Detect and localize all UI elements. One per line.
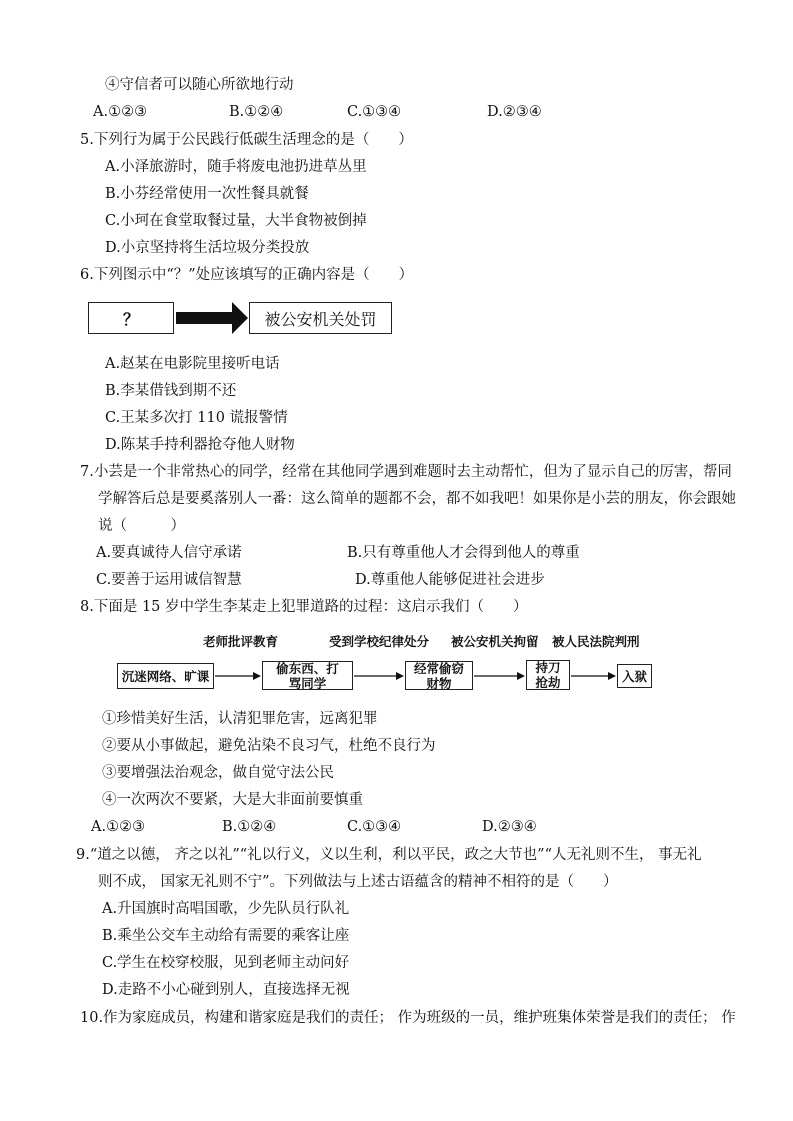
q9-option-c: C.学生在校穿校服，见到老师主动问好 [102,955,350,971]
flow-box-internet [117,663,214,689]
arrowhead-icon [608,672,616,680]
q9-option-d: D.走路不小心碰到别人，直接选择无视 [102,982,350,998]
flow-box-robbery [526,660,570,690]
flow-label-school: 受到学校纪律处分 [329,634,430,649]
flow-box-stealing-line-2: 骂同学 [288,675,327,691]
q4-option-b: B.①②④ [229,104,284,120]
q9-stem-line-2: 则不成， 国家无礼则不宁”。下列做法与上述古语蕴含的精神不相符的是（ ） [98,874,618,890]
q7-stem-line-3: 说（ ） [98,518,185,534]
q6-option-d: D.陈某手持利器抢夺他人财物 [105,437,295,453]
flow-label-teacher: 老师批评教育 [203,634,279,649]
flow-box-theft-line-2: 财物 [426,675,452,691]
q7-option-b: B.只有尊重他人才会得到他人的尊重 [347,545,580,561]
q8-option-c: C.①③④ [347,819,402,835]
q8-stem: 8.下面是 15 岁中学生李某走上犯罪道路的过程：这启示我们（ ） [80,599,528,615]
flow-box-internet-text: 沉迷网络、旷课 [121,668,210,684]
flow-box-theft-line-1: 经常偷窃 [413,660,464,676]
arrowhead-icon [253,672,261,680]
arrow-icon [176,302,248,334]
q8-option-a: A.①②③ [91,819,146,835]
flow-box-theft [405,661,473,690]
flow-box-robbery-line-1: 持刀 [535,660,561,675]
q4-option-c: C.①③④ [347,104,402,120]
q5-stem: 5.下列行为属于公民践行低碳生活理念的是（ ） [80,132,413,148]
flow-box-prison-text: 入狱 [621,668,647,684]
q5-option-a: A.小泽旅游时，随手将废电池扔进草丛里 [105,159,367,175]
q8-option-b: B.①②④ [222,819,277,835]
q7-stem-line-2: 学解答后总是要奚落别人一番：这么简单的题都不会，都不如我吧！如果你是小芸的朋友，你会跟她 [98,491,736,507]
q8-option-d: D.②③④ [482,819,537,835]
flow-label-police: 被公安机关拘留 [451,634,539,649]
q9-stem-line-1: 9.“道之以德， 齐之以礼”“礼以行义，义以生利，利以平民，政之大节也”“人无礼则不生， 事无礼 [76,847,702,863]
q6-option-b: B.李某借钱到期不还 [105,383,237,399]
q7-option-a: A.要真诚待人信守承诺 [96,545,242,561]
q8-item-4: ④一次两次不要紧，大是大非面前要慎重 [102,792,363,808]
arrowhead-icon [396,672,404,680]
flow-label-court: 被人民法院判刑 [552,634,640,649]
q4-option-d: D.②③④ [487,104,542,120]
q6-diagram-result-box: 被公安机关处罚 [249,302,392,334]
arrowhead-icon [517,672,525,680]
q6-diagram-unknown-box: ？ [88,302,174,334]
flow-box-robbery-line-2: 抢劫 [535,675,561,690]
flow-box-stealing [262,661,353,690]
q8-item-1: ①珍惜美好生活，认清犯罪危害，远离犯罪 [102,711,378,727]
q5-option-b: B.小芬经常使用一次性餐具就餐 [105,186,309,202]
q7-option-d: D.尊重他人能够促进社会进步 [355,572,545,588]
q8-item-2: ②要从小事做起，避免沾染不良习气，杜绝不良行为 [102,738,436,754]
q6-stem: 6.下列图示中“？”处应该填写的正确内容是（ ） [80,267,414,283]
q4-option-a: A.①②③ [93,104,148,120]
q10-stem-line-1: 10.作为家庭成员，构建和谐家庭是我们的责任； 作为班级的一员，维护班集体荣誉是我们的责任； 作 [80,1010,736,1026]
q5-option-d: D.小京坚持将生活垃圾分类投放 [105,240,310,256]
q4-item-4: ④守信者可以随心所欲地行动 [105,77,294,93]
q6-option-c: C.王某多次打 110 谎报警情 [105,410,288,426]
q7-option-c: C.要善于运用诚信智慧 [96,572,242,588]
q9-option-a: A.升国旗时高唱国歌，少先队员行队礼 [102,901,350,917]
q9-option-b: B.乘坐公交车主动给有需要的乘客让座 [102,928,350,944]
q6-option-a: A.赵某在电影院里接听电话 [105,356,280,372]
flow-box-stealing-line-1: 偷东西、打 [276,660,339,676]
flow-box-prison [617,664,652,688]
q8-item-3: ③要增强法治观念，做自觉守法公民 [102,765,334,781]
q5-option-c: C.小珂在食堂取餐过量，大半食物被倒掉 [105,213,367,229]
q7-stem-line-1: 7.小芸是一个非常热心的同学，经常在其他同学遇到难题时去主动帮忙，但为了显示自己的厉害，帮同 [80,464,732,480]
